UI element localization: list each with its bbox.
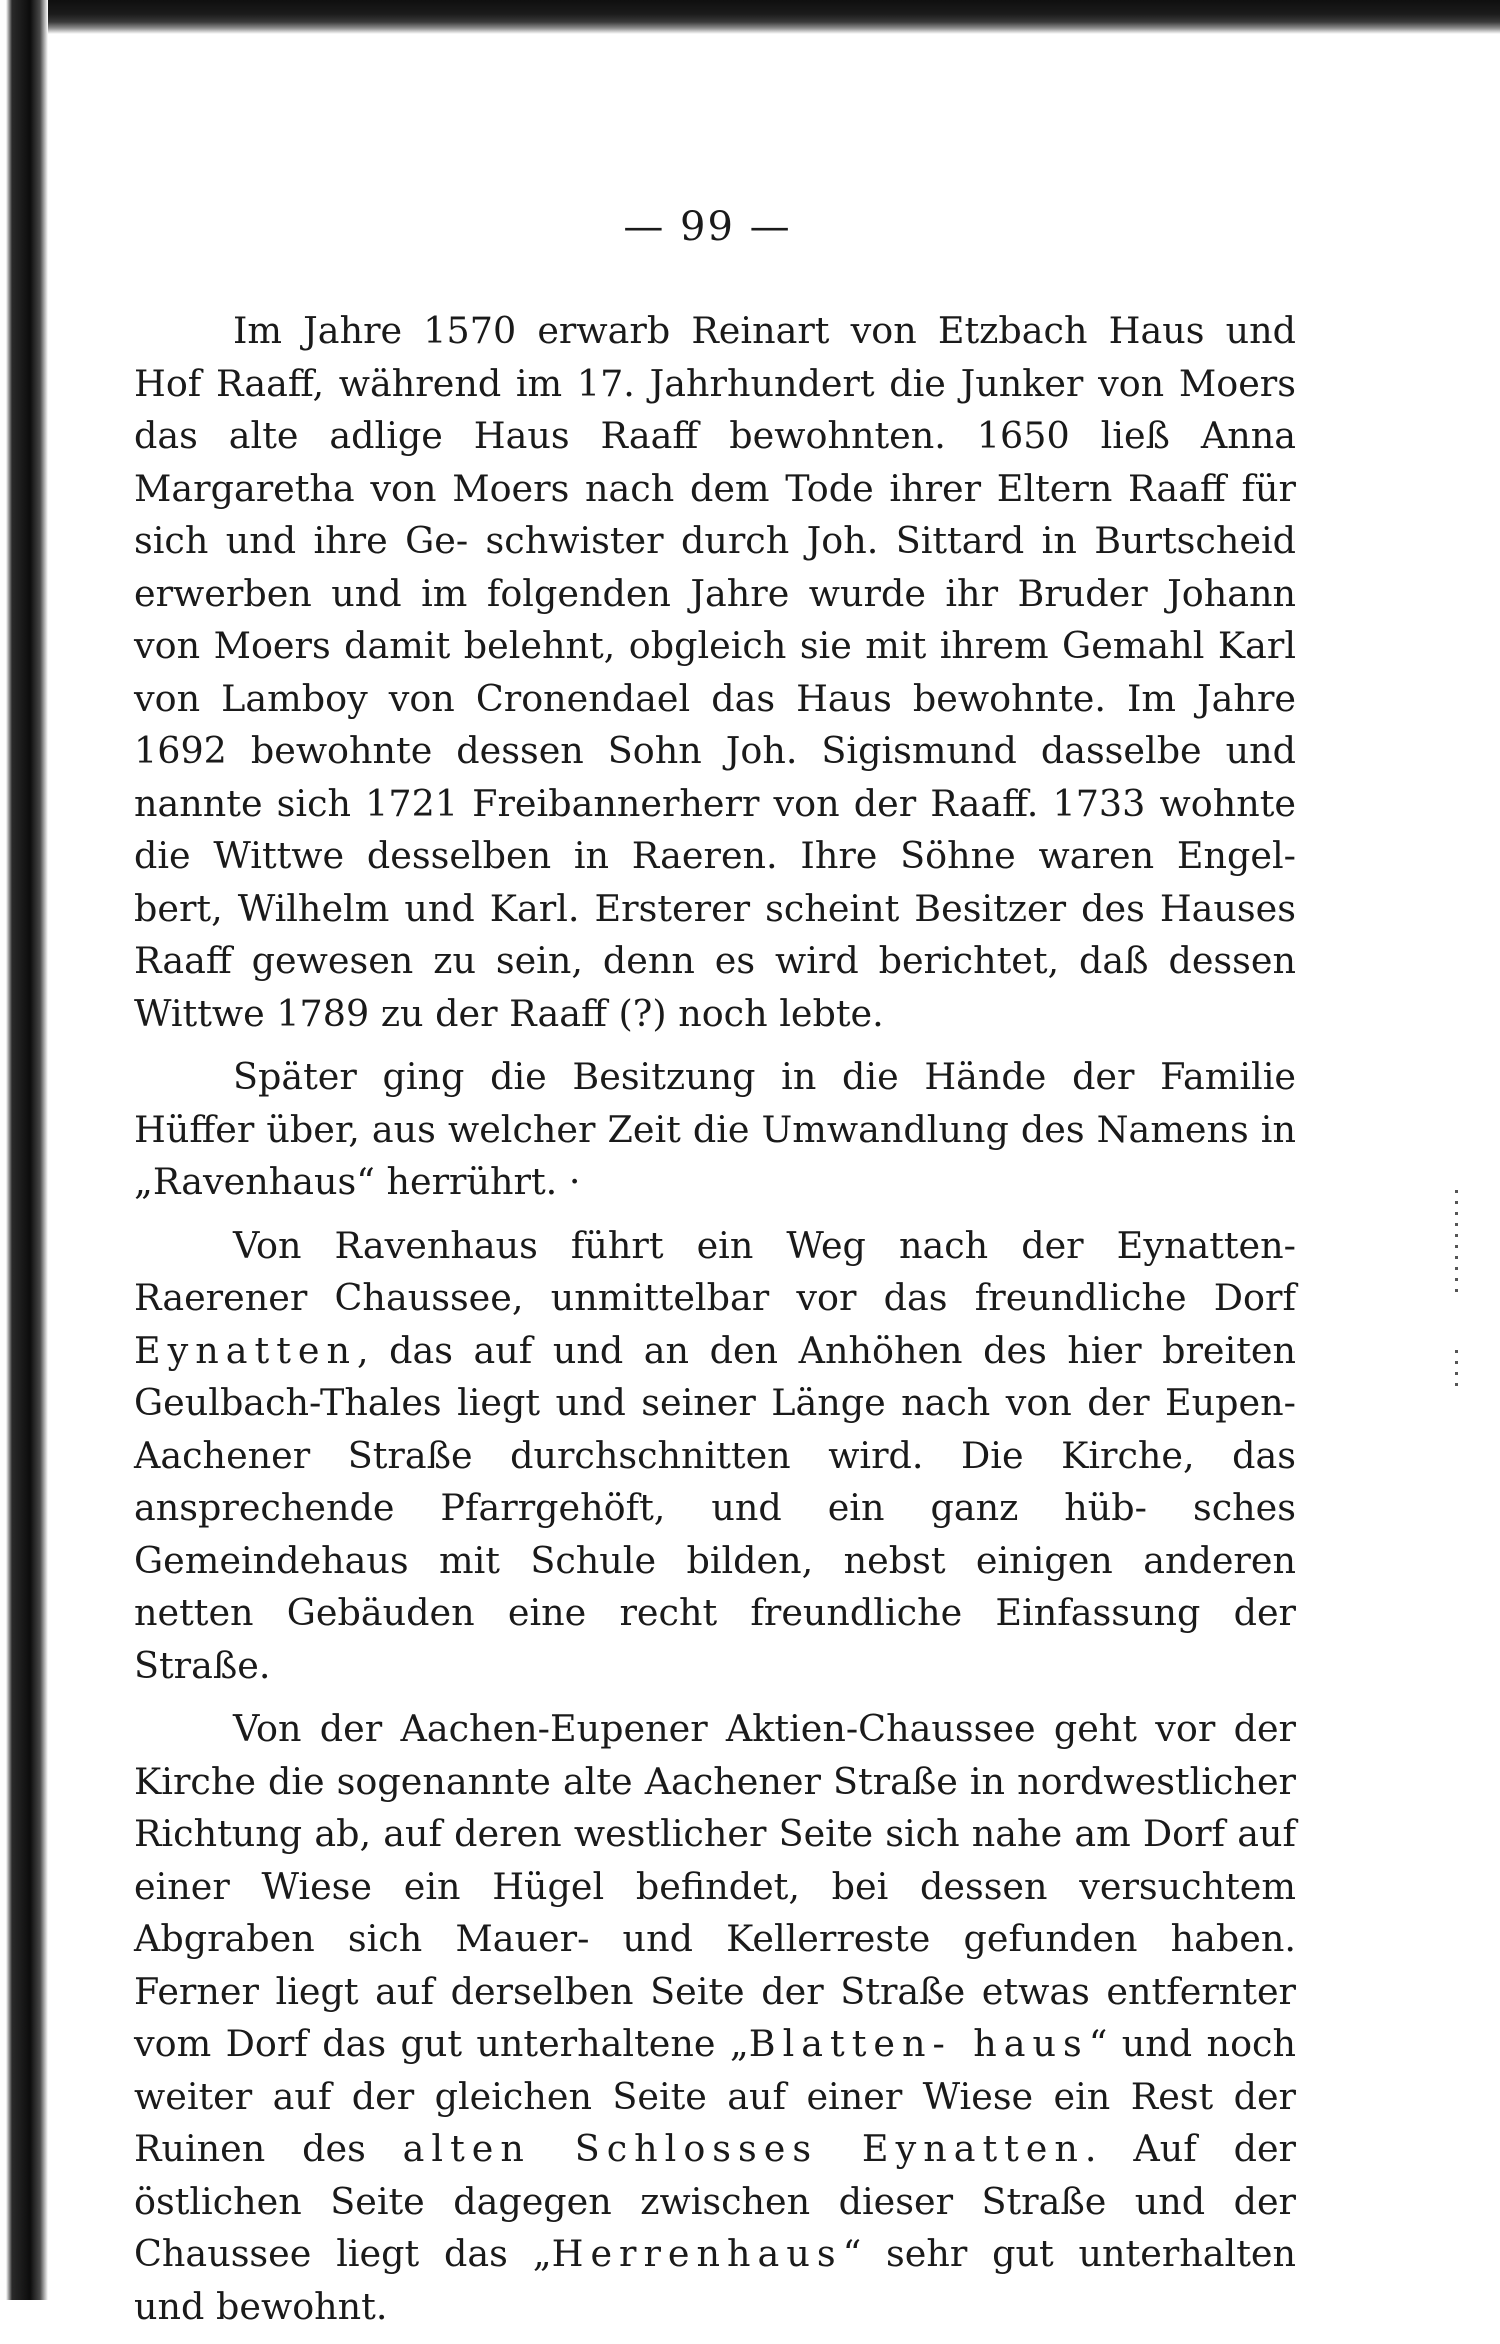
scan-margin-specks: [1455, 1190, 1458, 1300]
text-run: “ und noch weiter auf der gleichen Seite auf einer Wiese ein Rest der Ruinen des: [134, 2022, 1296, 2170]
text-run: Von der Aachen-Eupener Aktien-Chaussee geht vor der Kirche die sogenannte alte Aachener Straße in nordwestlicher Richtung ab, auf deren westlicher Seite sich nahe am Dorf auf einer Wiese ein Hügel befindet, bei dessen versuchtem Abgraben sich Mauer- und Kellerreste gefunden haben. Ferner liegt auf derselben Seite der Straße etwas entfernter vom Dorf das gut unterhaltene „: [134, 1707, 1296, 2065]
spaced-text-run: Blatten- haus: [748, 2022, 1089, 2065]
paragraph: [134, 1703, 1296, 2333]
spaced-text-run: Eynatten: [134, 1328, 357, 1372]
text-run: Im Jahre 1570 erwarb Reinart von Etzbach Haus und Hof Raaff, während im 17. Jahrhundert die Junker von Moers das alte adlige Haus Raaff bewohnten. 1650 ließ Anna Margaretha von Moers nach dem Tode ihrer Eltern Raaff für sich und ihre Ge- schwister durch Joh. Sittard in Burtscheid erwerben und im folgenden Jahre wurde ihr Bruder Johann von Moers damit belehnt, obgleich sie mit ihrem Gemahl Karl von Lamboy von Cronendael das Haus bewohnte. Im Jahre 1692 bewohnte dessen Sohn Joh. Sigismund dasselbe und nannte sich 1721 Freibannerherr von der Raaff. 1733 wohnte die Wittwe desselben in Raeren. Ihre Söhne waren Engel- bert, Wilhelm und Karl. Ersterer scheint Besitzer des Hauses Raaff gewesen zu sein, denn es wird berichtet, daß dessen Wittwe 1789 zu der Raaff (?) noch lebte.: [134, 309, 1296, 1035]
spaced-text-run: Herrenhaus: [551, 2232, 843, 2275]
paragraph: [134, 1220, 1296, 1693]
spaced-text-run: alten Schlosses Eynatten: [402, 2127, 1085, 2170]
page-number: — 99 —: [623, 204, 792, 250]
scan-left-edge: [0, 0, 48, 2300]
body-text: [134, 305, 1296, 2344]
text-run: Von Ravenhaus führt ein Weg nach der Eynatten-Raerener Chaussee, unmittelbar vor das freundliche Dorf: [134, 1223, 1296, 1319]
text-run: , das auf und an den Anhöhen des hier breiten Geulbach-Thales liegt und seiner Länge nach von der Eupen-Aachener Straße durchschnitten wird. Die Kirche, das ansprechende Pfarrgehöft, und ein ganz hüb- sches Gemeindehaus mit Schule bilden, nebst einigen anderen netten Gebäuden eine recht freundliche Einfassung der Straße.: [134, 1328, 1296, 1687]
text-run: “ sehr gut unterhalten und bewohnt.: [134, 2232, 1296, 2328]
text-run: . Auf der östlichen Seite dagegen zwischen dieser Straße und der Chaussee liegt das „: [134, 2127, 1296, 2275]
paragraph: [134, 1051, 1296, 1209]
paragraph: [134, 305, 1296, 1040]
scan-top-edge: [0, 0, 1500, 34]
scan-margin-specks: [1455, 1350, 1458, 1390]
text-run: Später ging die Besitzung in die Hände der Familie Hüffer über, aus welcher Zeit die Umwandlung des Namens in „Ravenhaus“ herrührt. ·: [134, 1055, 1296, 1203]
